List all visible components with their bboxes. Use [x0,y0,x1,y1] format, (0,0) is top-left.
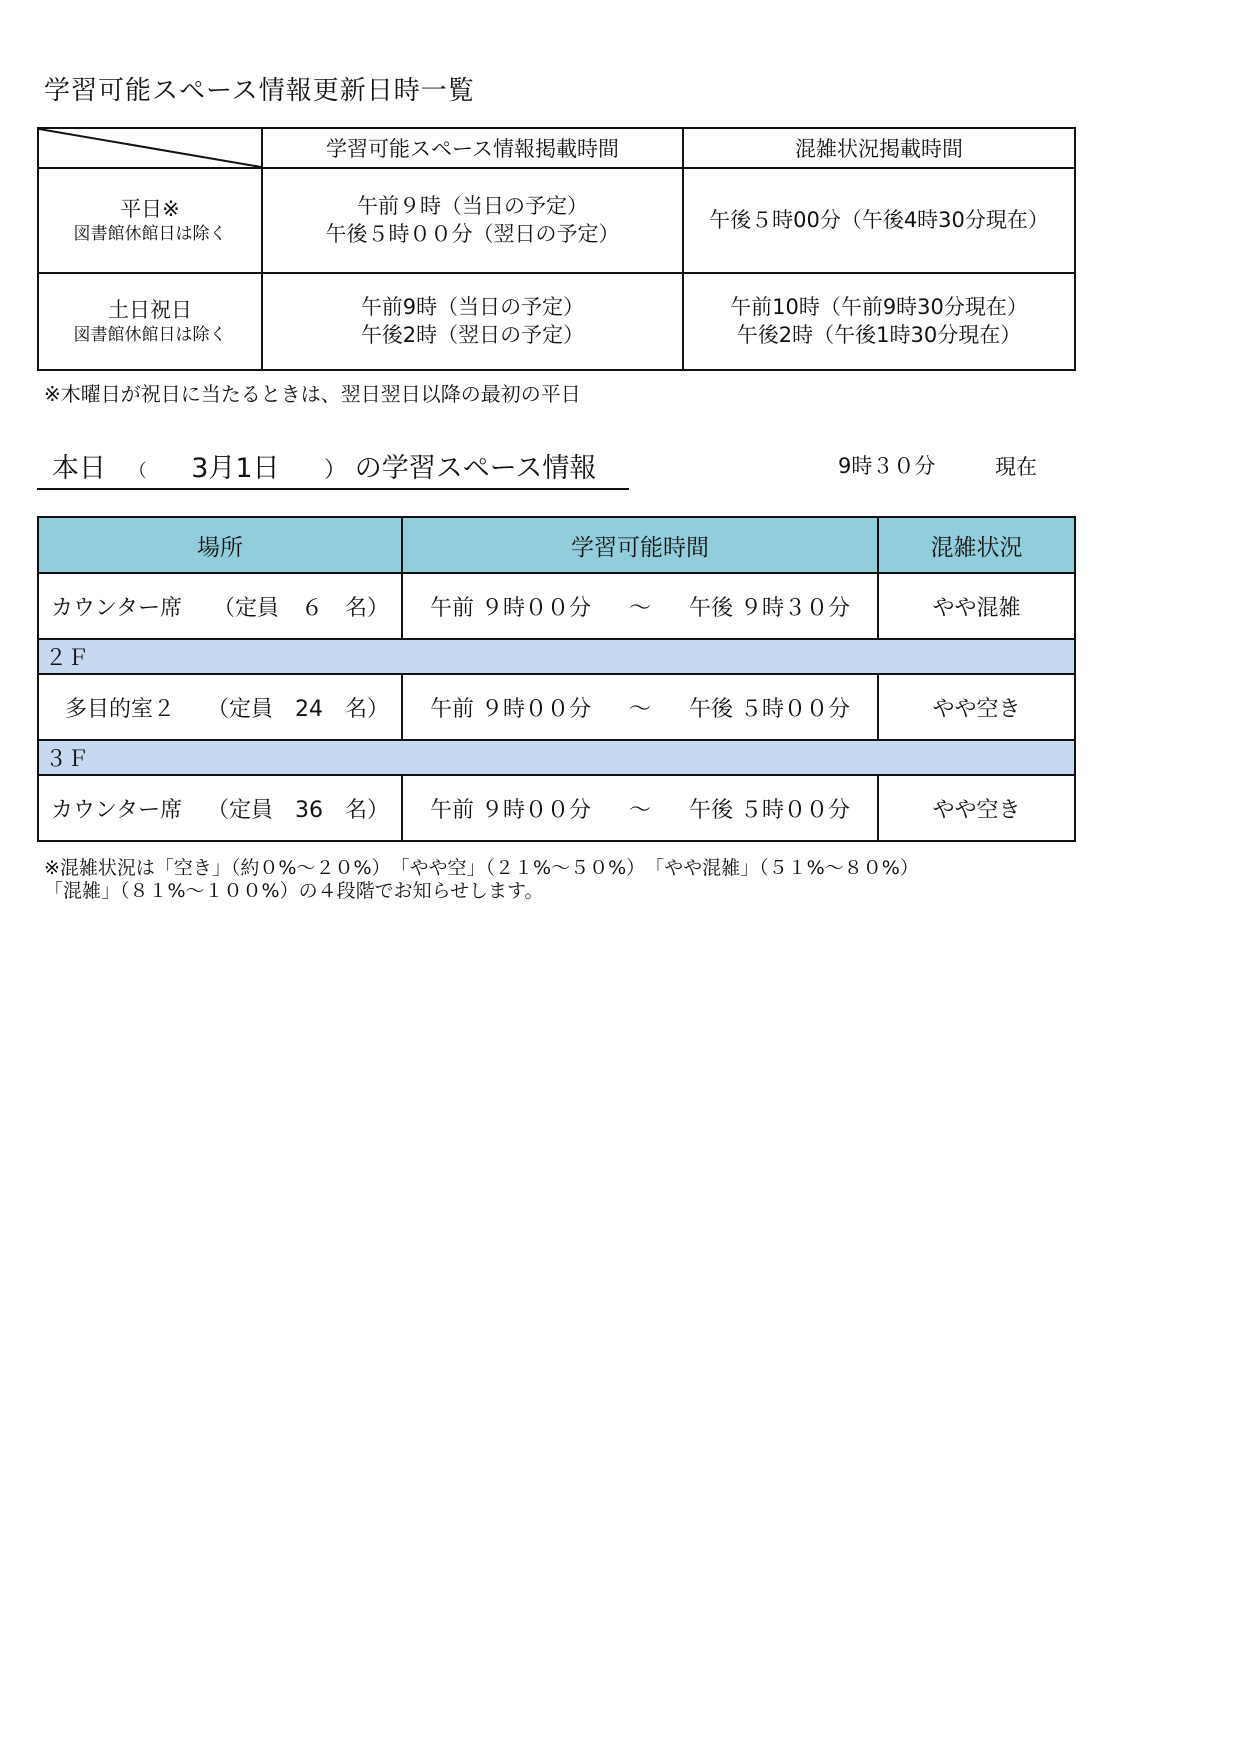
col-header-hours: 学習可能時間 [402,517,878,573]
floor-label: ３Ｆ [38,740,1075,775]
space-time-line: 午前9時（当日の予定） [360,295,585,320]
col-header-place: 場所 [38,517,402,573]
holiday-note: ※木曜日が祝日に当たるときは、翌日翌日以降の最初の平日 [44,382,581,406]
hours-cell [402,775,878,841]
day-type: 平日※ [120,196,180,221]
table-row [38,775,1075,841]
tilde: ～ [628,696,651,722]
status-cell: やや混雑 [878,573,1075,639]
space-status-table [37,516,1076,842]
space-time-cell [262,168,683,273]
floor-row [38,639,1075,674]
day-note: 図書館休館日は除く [73,224,227,245]
congestion-time-line: 午後５時00分（午後4時30分現在） [709,207,1049,232]
heading-underline [37,488,629,490]
today-date: 3月1日 [191,453,280,484]
congestion-time-line: 午後2時（午後1時30分現在） [736,322,1022,347]
day-type: 土日祝日 [108,297,192,322]
close-time: 午後 ５時００分 [688,696,850,722]
place-name: カウンター席 [51,797,183,823]
schedule-title: 学習可能スペース情報更新日時一覧 [44,76,475,106]
table-row [38,573,1075,639]
hours-cell [402,674,878,740]
place-cell [38,674,402,740]
place-cell [38,775,402,841]
hours-cell [402,573,878,639]
congestion-time-cell [683,168,1075,273]
open-time: 午前 ９時００分 [429,595,591,621]
col-header-space-time: 学習可能スペース情報掲載時間 [262,128,683,168]
col-header-congestion-time: 混雑状況掲載時間 [683,128,1075,168]
close-time: 午後 ５時００分 [688,797,850,823]
schedule-row-weekday [38,168,1075,273]
floor-label: ２Ｆ [38,639,1075,674]
paren-close: ） [324,458,347,483]
col-header-status: 混雑状況 [878,517,1075,573]
update-schedule-table [37,127,1076,371]
note-line: 「混雑」（８１%～１００%）の４段階でお知らせします。 [44,879,544,902]
current-time: 9時３０分 [838,454,936,478]
place-name: カウンター席 [51,595,183,621]
open-time: 午前 ９時００分 [429,797,591,823]
congestion-legend-note [44,857,919,903]
tilde: ～ [628,595,651,621]
space-time-line: 午後５時００分（翌日の予定） [325,221,620,246]
place-capacity: （定員 24 名） [207,696,389,722]
floor-row [38,740,1075,775]
current-label: 現在 [995,455,1037,479]
paren-open: （ [128,461,147,482]
space-time-line: 午後2時（翌日の予定） [360,322,585,347]
place-name: 多目的室２ [65,696,176,722]
space-time-line: 午前９時（当日の予定） [357,194,588,219]
today-heading [52,446,596,485]
day-note: 図書館休館日は除く [73,325,227,346]
open-time: 午前 ９時００分 [429,696,591,722]
today-prefix: 本日 [52,453,106,484]
space-time-cell [262,273,683,370]
congestion-time-cell [683,273,1075,370]
congestion-time-line: 午前10時（午前9時30分現在） [730,295,1028,320]
status-cell: やや空き [878,775,1075,841]
place-capacity: （定員 36 名） [207,797,389,823]
status-cell: やや空き [878,674,1075,740]
close-time: 午後 ９時３０分 [688,595,850,621]
place-cell [38,573,402,639]
note-line: ※混雑状況は「空き」（約０%～２０%） 「やや空」（２１%～５０%） 「やや混雑」（５１%～８０%） [44,857,919,879]
day-type-cell [38,168,262,273]
today-suffix: の学習スペース情報 [354,453,597,484]
diagonal-corner-cell [38,128,262,168]
schedule-row-weekend [38,273,1075,370]
day-type-cell [38,273,262,370]
place-capacity: （定員 ６ 名） [212,595,389,621]
table-row [38,674,1075,740]
tilde: ～ [628,797,651,823]
